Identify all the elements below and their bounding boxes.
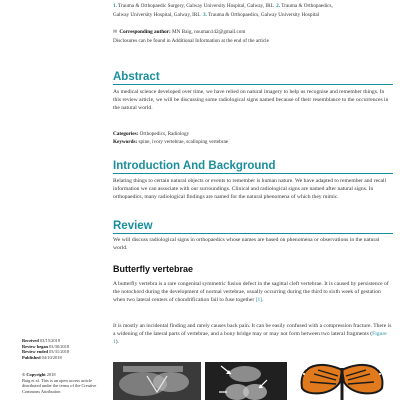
published-date: 04/10/2018 — [41, 354, 62, 360]
butterfly-graphic — [292, 362, 392, 400]
envelope-icon: ✉ — [113, 29, 118, 35]
review-heading: Review — [113, 220, 153, 232]
correspondence-label: Corresponding author: — [119, 29, 171, 35]
copyright-block — [22, 372, 108, 394]
affiliations — [113, 2, 393, 20]
review-ended-label: Review ended — [22, 349, 48, 355]
copyright-label: © Copyright — [22, 372, 46, 377]
butterfly-photo — [292, 362, 392, 400]
butterfly-text-2: It is mostly an incidental finding and rarely causes back pain. It can be easily confused with a compression fracture. There is a widening of the lateral parts of vertebrae, and a bony bridge may or may not form between two lateral fragments ( — [113, 323, 392, 338]
correspondence-email[interactable]: MN Baig, nouman142@gmail.com — [172, 29, 246, 35]
affiliation-text: Trauma & Orthopaedic Surgery, Galway University Hospital, Galway, IRL — [118, 3, 274, 9]
butterfly-paragraph-2 — [113, 322, 393, 347]
received-label: Received — [22, 338, 39, 343]
introduction-text: Relating things to certain natural objects or events to remember is human nature. We have adapted to remember and recall information we can associate with our surroundings. Clinical and radiological signs are named after natural signs. In orthopaedics, many radiological findings are named for the natural phenomena of which they mimic. — [113, 178, 387, 201]
affiliation-number: 2. — [276, 3, 281, 9]
xray-image-1 — [113, 362, 201, 400]
review-began-date: 03/30/2018 — [49, 343, 70, 349]
categories-text: Orthopedics, Radiology — [139, 131, 190, 137]
butterfly-paragraph-1: A butterfly vertebra is a rare congenital symmetric fusion defect in the sagittal cleft vertebrae. It is caused by persistence of the notochord during the development of normal vertebrae, usually occurring during the third to sixth week of gestation when two lateral centers of chondrification fail to fuse together [1]. — [113, 281, 389, 304]
license-text: Baig et al. This is an open access article distributed under the terms of the Creative Commons Attribution — [22, 377, 97, 394]
disclosures: Disclosures can be found in Additional Information at the end of the article — [113, 38, 269, 44]
review-text: We will discuss radiological signs in orthopaedics whose names are based on phenomena or observations in the natural world. — [113, 237, 380, 252]
reference-link[interactable]: [1] — [255, 297, 263, 304]
xray-image-2 — [205, 362, 287, 400]
published-label: Published — [22, 354, 41, 360]
abstract-rule — [113, 84, 393, 85]
affiliation-number: 1. — [113, 3, 117, 9]
affiliation-text: Trauma & Orthopaedics, Galway University Hospital — [208, 12, 320, 18]
butterfly-text-1: A butterfly vertebra is a rare congenital symmetric fusion defect in the sagittal cleft vertebrae. It is caused by persistence of the notochord during the development of normal vertebrae, usually occurring during the third to sixth week of gestation when two lateral centers of chondrification fail to fuse together — [113, 281, 389, 304]
affiliation-number: 3. — [202, 12, 207, 18]
keywords-text: spine, ivory vertebrae, scalloping vertebrae — [138, 139, 229, 145]
introduction-rule — [113, 173, 393, 174]
butterfly-heading: Butterfly vertebrae — [113, 264, 194, 274]
xray-butterfly-vertebra-graphic — [205, 362, 287, 400]
introduction-heading: Introduction And Background — [113, 160, 276, 172]
dates-block — [22, 338, 108, 360]
categories-label: Categories: — [113, 131, 139, 137]
review-began-label: Review began — [22, 343, 48, 349]
affiliation-line-1 — [113, 2, 393, 11]
affiliation-line-2 — [113, 11, 393, 20]
xray-vertebrae-graphic — [113, 362, 201, 400]
abstract-text: As medical science developed over time, we have relied on natural imagery to help us recognise and remember things. In this review article, we will be discussing some radiological signs named because of their resemblance to the occurrences in the natural world. — [113, 89, 389, 112]
review-ended-date: 03/31/2018 — [49, 349, 70, 355]
published-row — [22, 355, 108, 361]
keywords-label: Keywords: — [113, 139, 138, 145]
review-rule — [113, 233, 393, 234]
abstract-heading: Abstract — [113, 71, 160, 83]
affiliation-text: Galway University Hospital, Galway, IRL — [113, 12, 201, 18]
butterfly-text-2-end: ). — [115, 339, 120, 346]
received-date: 03/15/2018 — [39, 338, 60, 343]
figure-link[interactable]: Figure 1 — [113, 331, 387, 346]
categories-line — [113, 130, 393, 138]
correspondence-line — [113, 28, 393, 37]
keywords-line — [113, 138, 393, 146]
affiliation-text: Trauma & Orthopaedics, — [281, 3, 333, 9]
copyright-year: 2018 — [46, 372, 56, 377]
